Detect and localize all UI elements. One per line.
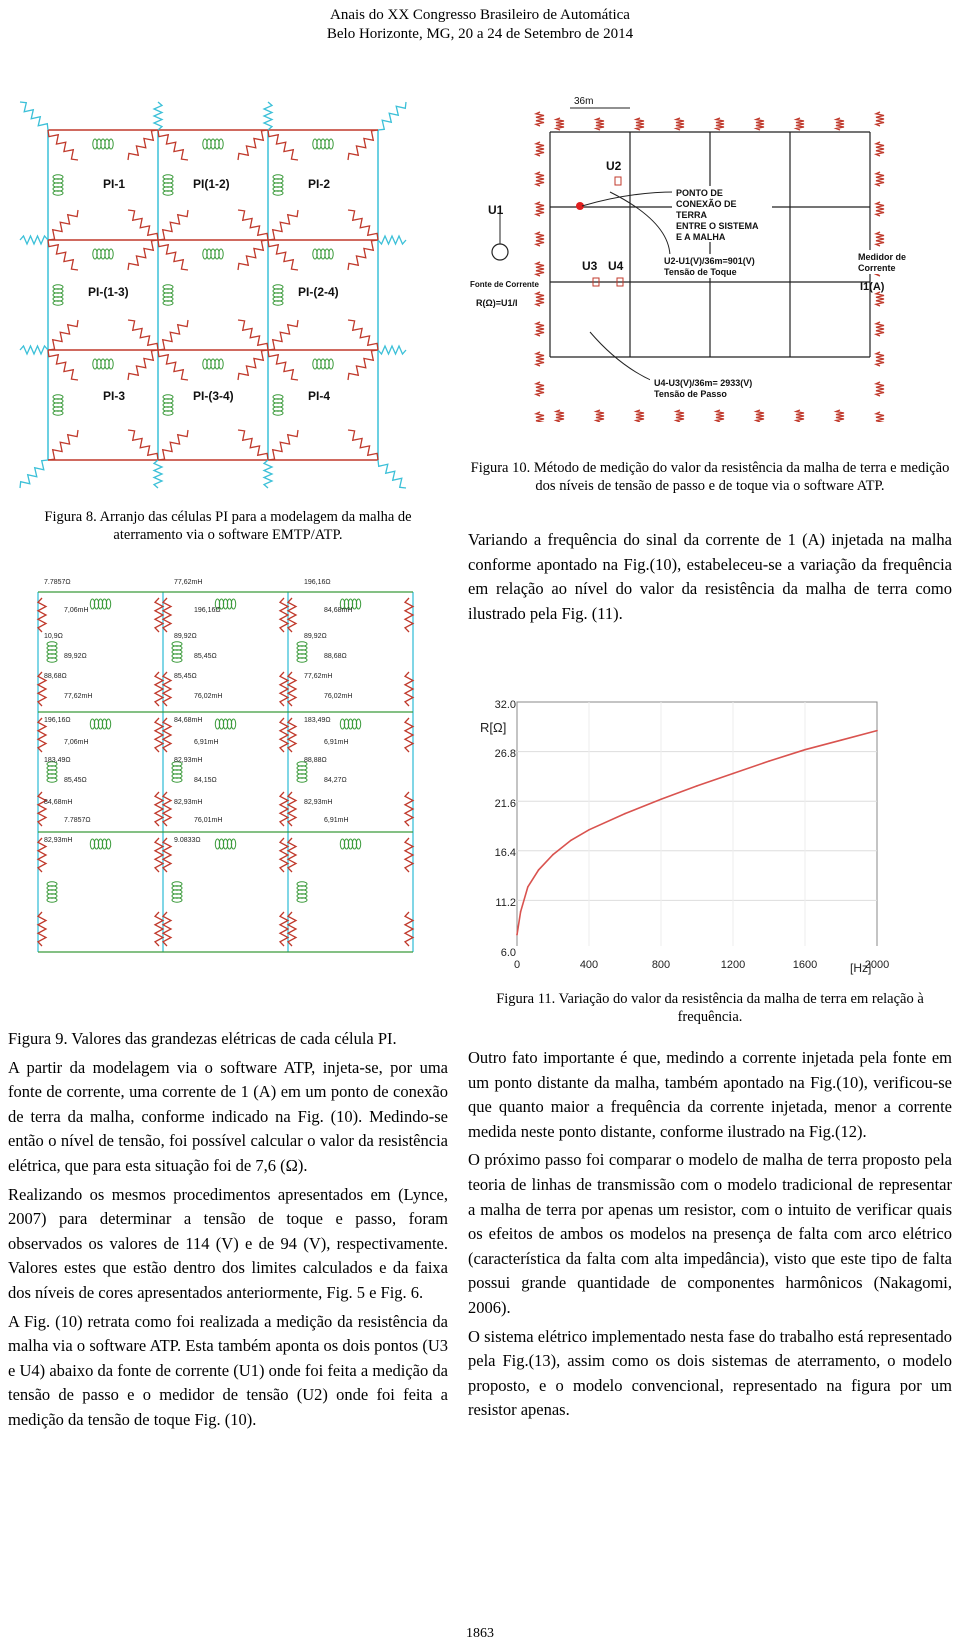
ground-resistor [756, 118, 764, 130]
pointer-arc [610, 192, 670, 257]
ground-resistor [536, 382, 544, 396]
svg-text:Medidor de: Medidor de [858, 252, 907, 262]
value-label: 84,68mH [44, 799, 73, 806]
ground-resistor [536, 352, 544, 366]
svg-text:Tensão de Passo: Tensão de Passo [654, 389, 727, 399]
ground-resistor [536, 412, 544, 422]
x-tick-label: 800 [651, 959, 671, 971]
resistor [128, 240, 158, 270]
right-column-top [468, 528, 952, 630]
resistor [348, 350, 378, 380]
figure-8-caption: Figura 8. Arranjo das células PI para a modelagem da malha de aterramento via o software EMTP/ATP. [44, 509, 412, 543]
paragraph: O sistema elétrico implementado nesta fase do trabalho está representado pela Fig.(13), assim como os dois sistemas de aterramento, o modelo proposto, e o modelo convencional, representado na figura por um resistor apenas. [468, 1326, 952, 1420]
step-voltage-label [650, 376, 780, 402]
x-tick-label: 1200 [720, 959, 746, 971]
paragraph: O próximo passo foi comparar o modelo de malha de terra proposto pela teoria de linhas de transmissão com o modelo tradicional de representar a malha de terra por apenas um resistor, com o intuito de verificar quais os efeitos de ambos os modelos na presença de falta com arco elétrico (característica da falta com alta impedância), visto que este tipo de falta possui grande quantidade de componentes harmônicos (Nakagomi, 2006). [468, 1150, 952, 1317]
ground-resistor [20, 236, 48, 244]
data-point [527, 886, 529, 888]
resistor [155, 598, 163, 632]
svg-text:Tensão de Toque: Tensão de Toque [664, 267, 737, 277]
resistor [348, 210, 378, 240]
cell-label: PI(1-2) [193, 177, 230, 191]
value-label: 82,93mH [44, 837, 73, 844]
resistor [268, 130, 298, 160]
data-point [696, 785, 698, 787]
ground-resistor [836, 118, 844, 130]
resistor [280, 598, 288, 632]
value-label: 77,62mH [304, 673, 333, 680]
conference-title: Anais do XX Congresso Brasileiro de Automática [330, 7, 630, 23]
svg-text:ENTRE O SISTEMA: ENTRE O SISTEMA [676, 221, 759, 231]
right-column-text [468, 1046, 952, 1427]
resistor [405, 792, 413, 826]
resistor [405, 672, 413, 706]
resistor [348, 430, 378, 460]
resistor [268, 320, 298, 350]
svg-text:E A MALHA: E A MALHA [676, 232, 726, 242]
ground-resistor [536, 232, 544, 246]
data-point [840, 739, 842, 741]
resistor [155, 792, 163, 826]
ground-resistor [836, 410, 844, 422]
value-label: 7,06mH [64, 739, 89, 746]
paragraph: A partir da modelagem via o software ATP, injeta-se, por uma fonte de corrente, uma corrente de 1 (A) em um ponto de conexão de terra da malha, conforme indicado na Fig. (10). Medindo-se então o nível de tensão, foi possível calcular o valor da resistência elétrica, que para esta situação foi de 7,6 (Ω). [8, 1057, 448, 1175]
ground-resistor [536, 142, 544, 156]
value-label: 84,68mH [174, 717, 203, 724]
value-label: 10,9Ω [44, 633, 63, 640]
ground-resistor [378, 102, 406, 130]
y-tick-label: 21.6 [494, 798, 516, 810]
resistor [280, 718, 288, 752]
ground-resistor [264, 102, 272, 130]
resistor [158, 130, 188, 160]
y-tick-label: 11.2 [495, 897, 516, 909]
ground-resistor [536, 172, 544, 186]
resistor [48, 350, 78, 380]
ground-resistor [876, 172, 884, 186]
u4-label: U4 [608, 259, 624, 273]
value-label: 6,91mH [324, 739, 349, 746]
dimension-label: 36m [574, 96, 594, 107]
ground-resistor [154, 102, 162, 130]
data-point [768, 760, 770, 762]
ground-resistor [154, 460, 162, 488]
ground-resistor [264, 460, 272, 488]
value-label: 7.7857Ω [44, 579, 71, 586]
resistor [158, 350, 188, 380]
resistor [38, 912, 46, 946]
resistor [268, 430, 298, 460]
x-tick-label: 400 [579, 959, 599, 971]
cell-label: PI-(3-4) [193, 389, 234, 403]
value-label: 76,02mH [194, 693, 223, 700]
ground-resistor [20, 102, 48, 130]
resistor [280, 912, 288, 946]
resistor [405, 718, 413, 752]
current-source-label: Fonte de Corrente [470, 280, 539, 289]
ground-resistor [876, 232, 884, 246]
y-axis-label: R[Ω] [480, 720, 507, 735]
value-label: 89,92Ω [64, 653, 87, 660]
figure-10-diagram [470, 92, 952, 422]
x-tick-label: 2000 [864, 959, 890, 971]
resistor [348, 130, 378, 160]
value-label: 88,68Ω [324, 653, 347, 660]
value-label: 6,91mH [194, 739, 219, 746]
cell-label: PI-3 [103, 389, 126, 403]
resistor [405, 838, 413, 872]
y-tick-label: 32.0 [494, 699, 516, 711]
value-label: 84,15Ω [194, 777, 217, 784]
conference-location: Belo Horizonte, MG, 20 a 24 de Setembro de 2014 [326, 26, 634, 42]
resistor [158, 430, 188, 460]
data-point [520, 911, 522, 913]
ground-resistor [536, 292, 544, 306]
data-point [538, 869, 540, 871]
ground-resistor [796, 118, 804, 130]
paragraph: A Fig. (10) retrata como foi realizada a medição da resistência da malha via o software ATP. Esta também aponta os dois pontos (U3 e U4) abaixo da fonte de corrente (U1) onde foi feita a medição da tensão de passo e o medidor de tensão (U2) onde foi feita a medição da tensão de toque Fig. (10). [8, 1311, 448, 1429]
y-tick-label: 16.4 [494, 847, 516, 859]
resistor [48, 240, 78, 270]
data-point [624, 813, 626, 815]
data-point [876, 730, 878, 732]
left-column-text [8, 1027, 448, 1437]
value-label: 82,93mH [174, 757, 203, 764]
value-label: 76,02mH [324, 693, 353, 700]
ground-resistor [876, 412, 884, 422]
ground-resistor [796, 410, 804, 422]
ground-resistor [378, 346, 406, 354]
value-label: 88,88Ω [304, 757, 327, 764]
value-label: 6,91mH [324, 817, 349, 824]
value-label: 85,45Ω [64, 777, 87, 784]
page-header [0, 6, 960, 44]
data-point [516, 934, 518, 936]
figure-10-caption: Figura 10. Método de medição do valor da resistência da malha de terra e medição dos níveis de tensão de passo e de toque via o software ATP. [470, 460, 950, 494]
resistor [280, 792, 288, 826]
resistor [155, 672, 163, 706]
value-label: 82,93mH [174, 799, 203, 806]
resistor [158, 210, 188, 240]
resistor [48, 430, 78, 460]
ground-resistor [876, 112, 884, 126]
current-source [492, 244, 508, 260]
data-point [588, 829, 590, 831]
value-label: 9.0833Ω [174, 837, 201, 844]
resistor [155, 912, 163, 946]
ground-resistor [20, 346, 48, 354]
ground-resistor [556, 410, 564, 422]
value-label: 7.7857Ω [64, 817, 91, 824]
paragraph: Outro fato importante é que, medindo a corrente injetada pela fonte em um ponto distante da malha, também apontado na Fig.(10), verificou-se que quanto maior a frequência da corrente injetada, menor a corrente medida neste ponto distante, conforme ilustrado na Fig.(12). [468, 1048, 952, 1141]
resistor [128, 350, 158, 380]
data-point [804, 749, 806, 751]
plot-area [517, 702, 877, 946]
resistor [158, 240, 188, 270]
resistor [128, 130, 158, 160]
ground-resistor [596, 118, 604, 130]
resistor [238, 210, 268, 240]
value-label: 7,06mH [64, 607, 89, 614]
data-point [552, 854, 554, 856]
resistor [38, 598, 46, 632]
figure-9-caption: Figura 9. Valores das grandezas elétricas de cada célula PI. [8, 1029, 397, 1048]
ground-resistor [20, 460, 48, 488]
ground-resistor [676, 410, 684, 422]
resistor [268, 350, 298, 380]
x-axis-label: [Hz] [850, 961, 872, 975]
u1-label: U1 [488, 203, 504, 217]
ground-resistor [876, 292, 884, 306]
svg-text:PONTO DE: PONTO DE [676, 188, 723, 198]
paragraph: Realizando os mesmos procedimentos apresentados em (Lynce, 2007) para determinar a tensão de toque e passo, foram observados os valores de 114 (V) e de 94 (V), respectivamente. Valores estes que estão dentro dos limites calculados e da faixa dos níveis de cores apresentados anteriormente, Fig. 5 e Fig. 6. [8, 1184, 448, 1302]
ground-resistor [378, 460, 406, 488]
ground-resistor [636, 410, 644, 422]
ground-resistor [876, 382, 884, 396]
ground-resistor [716, 410, 724, 422]
resistor [238, 320, 268, 350]
ground-resistor [636, 118, 644, 130]
resistor [238, 130, 268, 160]
ground-resistor [536, 322, 544, 336]
value-label: 89,92Ω [304, 633, 327, 640]
svg-text:U4-U3(V)/36m= 2933(V): U4-U3(V)/36m= 2933(V) [654, 378, 753, 388]
resistor [268, 210, 298, 240]
resistor [238, 350, 268, 380]
resistor [128, 430, 158, 460]
u2-label: U2 [606, 159, 622, 173]
value-label: 183,49Ω [304, 717, 331, 724]
value-label: 84,27Ω [324, 777, 347, 784]
resistor [268, 240, 298, 270]
value-label: 82,93mH [304, 799, 333, 806]
resistor [348, 240, 378, 270]
resistor [158, 320, 188, 350]
value-label: 84,68mH [324, 607, 353, 614]
value-label: 77,62mH [64, 693, 93, 700]
ground-resistor [378, 236, 406, 244]
resistor [405, 598, 413, 632]
resistor [405, 912, 413, 946]
cell-label: PI-2 [308, 177, 331, 191]
ground-resistor [676, 118, 684, 130]
resistance-formula: R(Ω)=U1/I [476, 298, 518, 308]
value-label: 77,62mH [174, 579, 203, 586]
svg-text:TERRA: TERRA [676, 210, 707, 220]
u3-label: U3 [582, 259, 598, 273]
cell-label: PI-(1-3) [88, 285, 129, 299]
ground-resistor [596, 410, 604, 422]
svg-text:Corrente: Corrente [858, 263, 896, 273]
ground-resistor [556, 118, 564, 130]
touch-voltage-label [660, 254, 778, 278]
resistor [48, 320, 78, 350]
current-meter-label [854, 250, 948, 274]
data-point [732, 773, 734, 775]
value-label: 88,68Ω [44, 673, 67, 680]
svg-text:U2-U1(V)/36m=901(V): U2-U1(V)/36m=901(V) [664, 256, 755, 266]
figure-9-grid-values [8, 572, 448, 972]
resistor [48, 130, 78, 160]
ground-resistor [536, 112, 544, 126]
value-label: 85,45Ω [194, 653, 217, 660]
i1-label: I1(A) [860, 281, 885, 293]
ground-resistor [876, 352, 884, 366]
data-point [570, 840, 572, 842]
value-label: 89,92Ω [174, 633, 197, 640]
page-number: 1863 [466, 1626, 494, 1641]
svg-text:CONEXÃO DE: CONEXÃO DE [676, 199, 737, 209]
cell-label: PI-4 [308, 389, 331, 403]
ground-resistor [876, 142, 884, 156]
resistor [155, 718, 163, 752]
figure-11-caption: Figura 11. Variação do valor da resistência da malha de terra em relação à frequência. [496, 991, 924, 1025]
value-label: 196,16Ω [44, 717, 71, 724]
resistor [238, 240, 268, 270]
value-label: 76,01mH [194, 817, 223, 824]
resistor [128, 210, 158, 240]
ground-resistor [756, 410, 764, 422]
resistor [38, 792, 46, 826]
resistor [348, 320, 378, 350]
resistor [280, 838, 288, 872]
resistor [238, 430, 268, 460]
value-label: 196,16Ω [194, 607, 221, 614]
figure-11-chart [470, 696, 952, 946]
value-label: 85,45Ω [174, 673, 197, 680]
voltmeter-probe [615, 177, 621, 185]
pointer-arc [582, 192, 675, 206]
resistor [155, 838, 163, 872]
ground-resistor [716, 118, 724, 130]
figure-8-grid [8, 90, 448, 500]
ground-resistor [536, 202, 544, 216]
cell-label: PI-(2-4) [298, 285, 339, 299]
cell-label: PI-1 [103, 177, 126, 191]
ground-resistor [536, 262, 544, 276]
ground-resistor [876, 322, 884, 336]
resistor [280, 672, 288, 706]
connection-point-label [672, 186, 772, 242]
y-tick-label: 26.8 [494, 748, 516, 760]
x-tick-label: 1600 [792, 959, 818, 971]
data-point [660, 799, 662, 801]
x-tick-label: 0 [513, 959, 521, 971]
ground-resistor [876, 202, 884, 216]
resistor [48, 210, 78, 240]
figure-11-axis [470, 946, 952, 982]
paragraph: Variando a frequência do sinal da corrente de 1 (A) injetada na malha conforme apontado na Fig.(10), estabeleceu-se a variação da frequência em relação ao nível do valor da resistência da malha de terra como ilustrado pela Fig. (11). [468, 530, 952, 623]
value-label: 196,16Ω [304, 579, 331, 586]
resistor [128, 320, 158, 350]
value-label: 183,49Ω [44, 757, 71, 764]
y-tick-label: 6.0 [500, 947, 516, 959]
